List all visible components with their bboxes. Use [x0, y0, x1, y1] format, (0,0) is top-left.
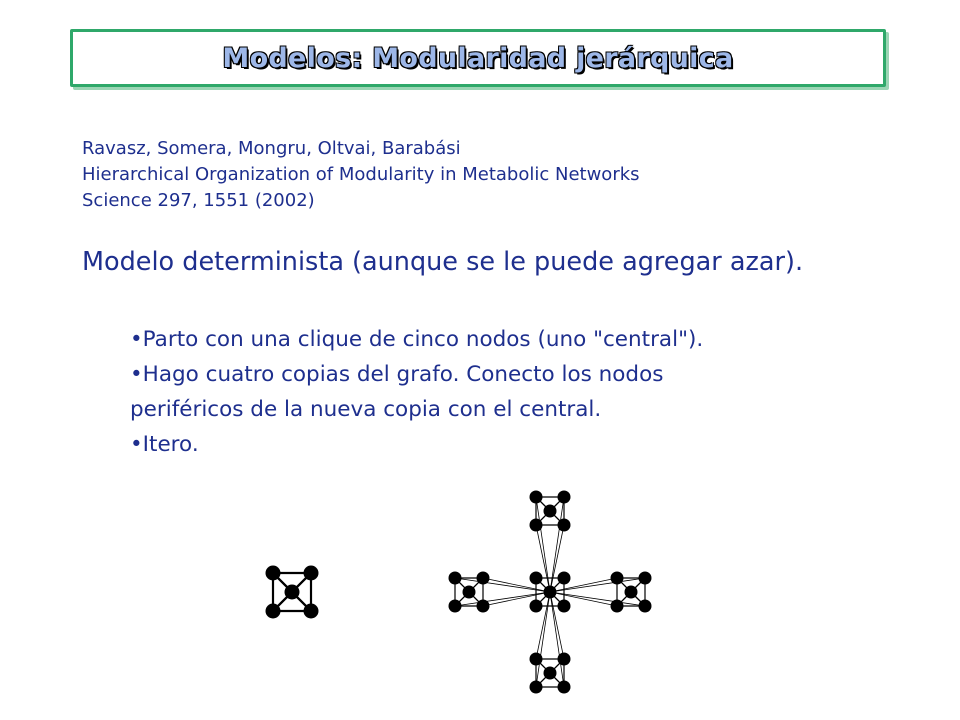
graph-node [530, 519, 543, 532]
graph-node [558, 600, 571, 613]
lead-statement: Modelo determinista (aunque se le puede agregar azar). [82, 247, 804, 277]
graph-node [544, 505, 557, 518]
graph-node [625, 586, 638, 599]
graph-edges [273, 497, 645, 687]
graph-node [558, 572, 571, 585]
graph-node [544, 667, 557, 680]
graph-node [449, 572, 462, 585]
graph-node [611, 600, 624, 613]
reference-paper-title: Hierarchical Organization of Modularity in Metabolic Networks [82, 164, 640, 185]
graph-node [449, 600, 462, 613]
slide-title: Modelos: Modularidad jerárquica [222, 42, 734, 74]
graph-node [639, 572, 652, 585]
graph-node [266, 604, 281, 619]
graph-node [558, 681, 571, 694]
bullet-line: periféricos de la nueva copia con el central. [130, 397, 602, 422]
bullet-line: •Parto con una clique de cinco nodos (uno "central"). [130, 327, 704, 352]
graph-node [544, 586, 557, 599]
graph-node [530, 572, 543, 585]
graph-node [463, 586, 476, 599]
graph-nodes [266, 491, 652, 694]
graph-node [611, 572, 624, 585]
graph-node [530, 491, 543, 504]
graph-node [639, 600, 652, 613]
graph-node [558, 491, 571, 504]
graph-node [304, 566, 319, 581]
graph-node [477, 572, 490, 585]
graph-node [558, 653, 571, 666]
graph-node [530, 600, 543, 613]
bullet-line: •Hago cuatro copias del grafo. Conecto los nodos [130, 362, 664, 387]
bullet-line: •Itero. [130, 432, 199, 457]
graph-node [530, 653, 543, 666]
graph-node [266, 566, 281, 581]
reference-journal: Science 297, 1551 (2002) [82, 190, 315, 211]
graph-node [558, 519, 571, 532]
reference-authors: Ravasz, Somera, Mongru, Oltvai, Barabási [82, 138, 461, 159]
graph-node [304, 604, 319, 619]
graph-node [477, 600, 490, 613]
graph-node [530, 681, 543, 694]
graph-node [285, 585, 300, 600]
